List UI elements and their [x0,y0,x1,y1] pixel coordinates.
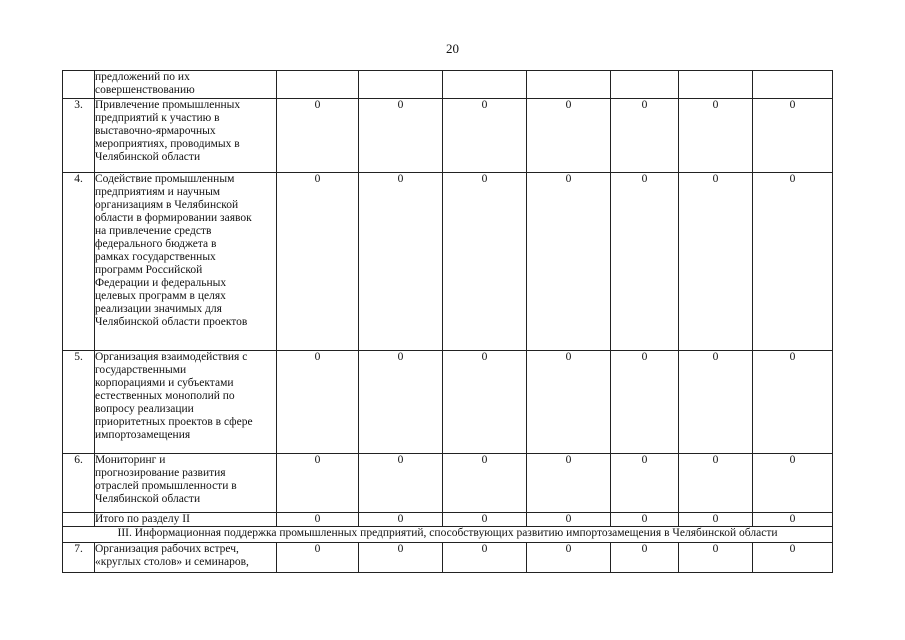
table-row [63,173,833,351]
value-cell: 0 [753,173,833,351]
description-line: прогнозирование развития [95,467,226,479]
description-line: рамках государственных [95,251,216,263]
description-line: предприятий к участию в [95,112,220,124]
value-cell: 0 [611,99,679,173]
value-cell: 0 [611,454,679,513]
value-cell: 0 [443,351,527,454]
value-cell: 0 [527,454,611,513]
description-line: Организация рабочих встреч, [95,543,239,555]
description-line: организациям в Челябинской [95,199,239,211]
description-line: мероприятиях, проводимых в [95,138,240,150]
description-line: импортозамещения [95,429,191,441]
table-row [63,71,833,99]
value-cell: 0 [359,543,443,573]
row-number [63,513,95,527]
value-cell: 0 [443,543,527,573]
value-cell [527,71,611,99]
description-line: федерального бюджета в [95,238,217,250]
description-line: области в формировании заявок [95,212,252,224]
value-cell [277,71,359,99]
description-line: Привлечение промышленных [95,99,241,111]
description-line: Челябинской области [95,151,201,163]
value-cell: 0 [277,173,359,351]
value-cell: 0 [753,513,833,527]
description-line: на привлечение средств [95,225,212,237]
value-cell: 0 [443,99,527,173]
row-description [95,513,277,527]
value-cell: 0 [753,99,833,173]
value-cell: 0 [611,173,679,351]
budget-table [62,70,833,573]
row-description [95,351,277,454]
value-cell: 0 [753,543,833,573]
value-cell: 0 [611,513,679,527]
description-line: выставочно-ярмарочных [95,125,216,137]
description-line: Мониторинг и [95,454,166,466]
table-row [63,543,833,573]
description-line: Федерации и федеральных [95,277,227,289]
description-line: вопросу реализации [95,403,194,415]
value-cell: 0 [277,454,359,513]
value-cell: 0 [277,513,359,527]
description-line: приоритетных проектов в сфере [95,416,253,428]
value-cell: 0 [753,351,833,454]
value-cell: 0 [527,543,611,573]
table-row [63,99,833,173]
row-description [95,71,277,99]
value-cell: 0 [359,99,443,173]
value-cell: 0 [527,351,611,454]
description-line: реализации значимых для [95,303,222,315]
value-cell: 0 [277,351,359,454]
description-line: предложений по их [95,71,190,83]
value-cell: 0 [277,543,359,573]
row-number: 7. [63,543,95,573]
value-cell [679,71,753,99]
value-cell: 0 [443,513,527,527]
value-cell: 0 [359,351,443,454]
value-cell: 0 [359,513,443,527]
section-heading: III. Информационная поддержка промышленных предприятий, способствующих развитию импортозамещения в Челябинской области [63,527,833,543]
description-line: отраслей промышленности в [95,480,237,492]
description-line: Челябинской области [95,493,201,505]
row-number: 3. [63,99,95,173]
description-line: Итого по разделу II [95,513,190,525]
description-line: Содействие промышленным [95,173,235,185]
value-cell: 0 [527,173,611,351]
value-cell: 0 [359,454,443,513]
value-cell [359,71,443,99]
description-line: «круглых столов» и семинаров, [95,556,249,568]
table-row [63,454,833,513]
description-line: совершенствованию [95,84,195,96]
table-row [63,513,833,527]
value-cell: 0 [527,99,611,173]
value-cell: 0 [679,173,753,351]
row-description [95,99,277,173]
description-line: Организация взаимодействия с [95,351,248,363]
description-line: государственными [95,364,187,376]
description-line: программ Российской [95,264,203,276]
description-line: целевых программ в целях [95,290,226,302]
section-row [63,527,833,543]
table-row [63,351,833,454]
value-cell [611,71,679,99]
value-cell [753,71,833,99]
page-number: 20 [446,41,459,56]
row-number: 5. [63,351,95,454]
value-cell: 0 [611,351,679,454]
row-description [95,543,277,573]
value-cell: 0 [679,351,753,454]
value-cell: 0 [753,454,833,513]
description-line: предприятиям и научным [95,186,221,198]
description-line: естественных монополий по [95,390,235,402]
value-cell: 0 [679,513,753,527]
value-cell: 0 [611,543,679,573]
value-cell: 0 [679,543,753,573]
value-cell: 0 [679,454,753,513]
row-number [63,71,95,99]
value-cell [443,71,527,99]
description-line: корпорациями и субъектами [95,377,234,389]
description-line: Челябинской области проектов [95,316,248,328]
value-cell: 0 [359,173,443,351]
value-cell: 0 [527,513,611,527]
row-number: 6. [63,454,95,513]
value-cell: 0 [443,454,527,513]
row-number: 4. [63,173,95,351]
row-description [95,173,277,351]
row-description [95,454,277,513]
value-cell: 0 [679,99,753,173]
value-cell: 0 [277,99,359,173]
value-cell: 0 [443,173,527,351]
